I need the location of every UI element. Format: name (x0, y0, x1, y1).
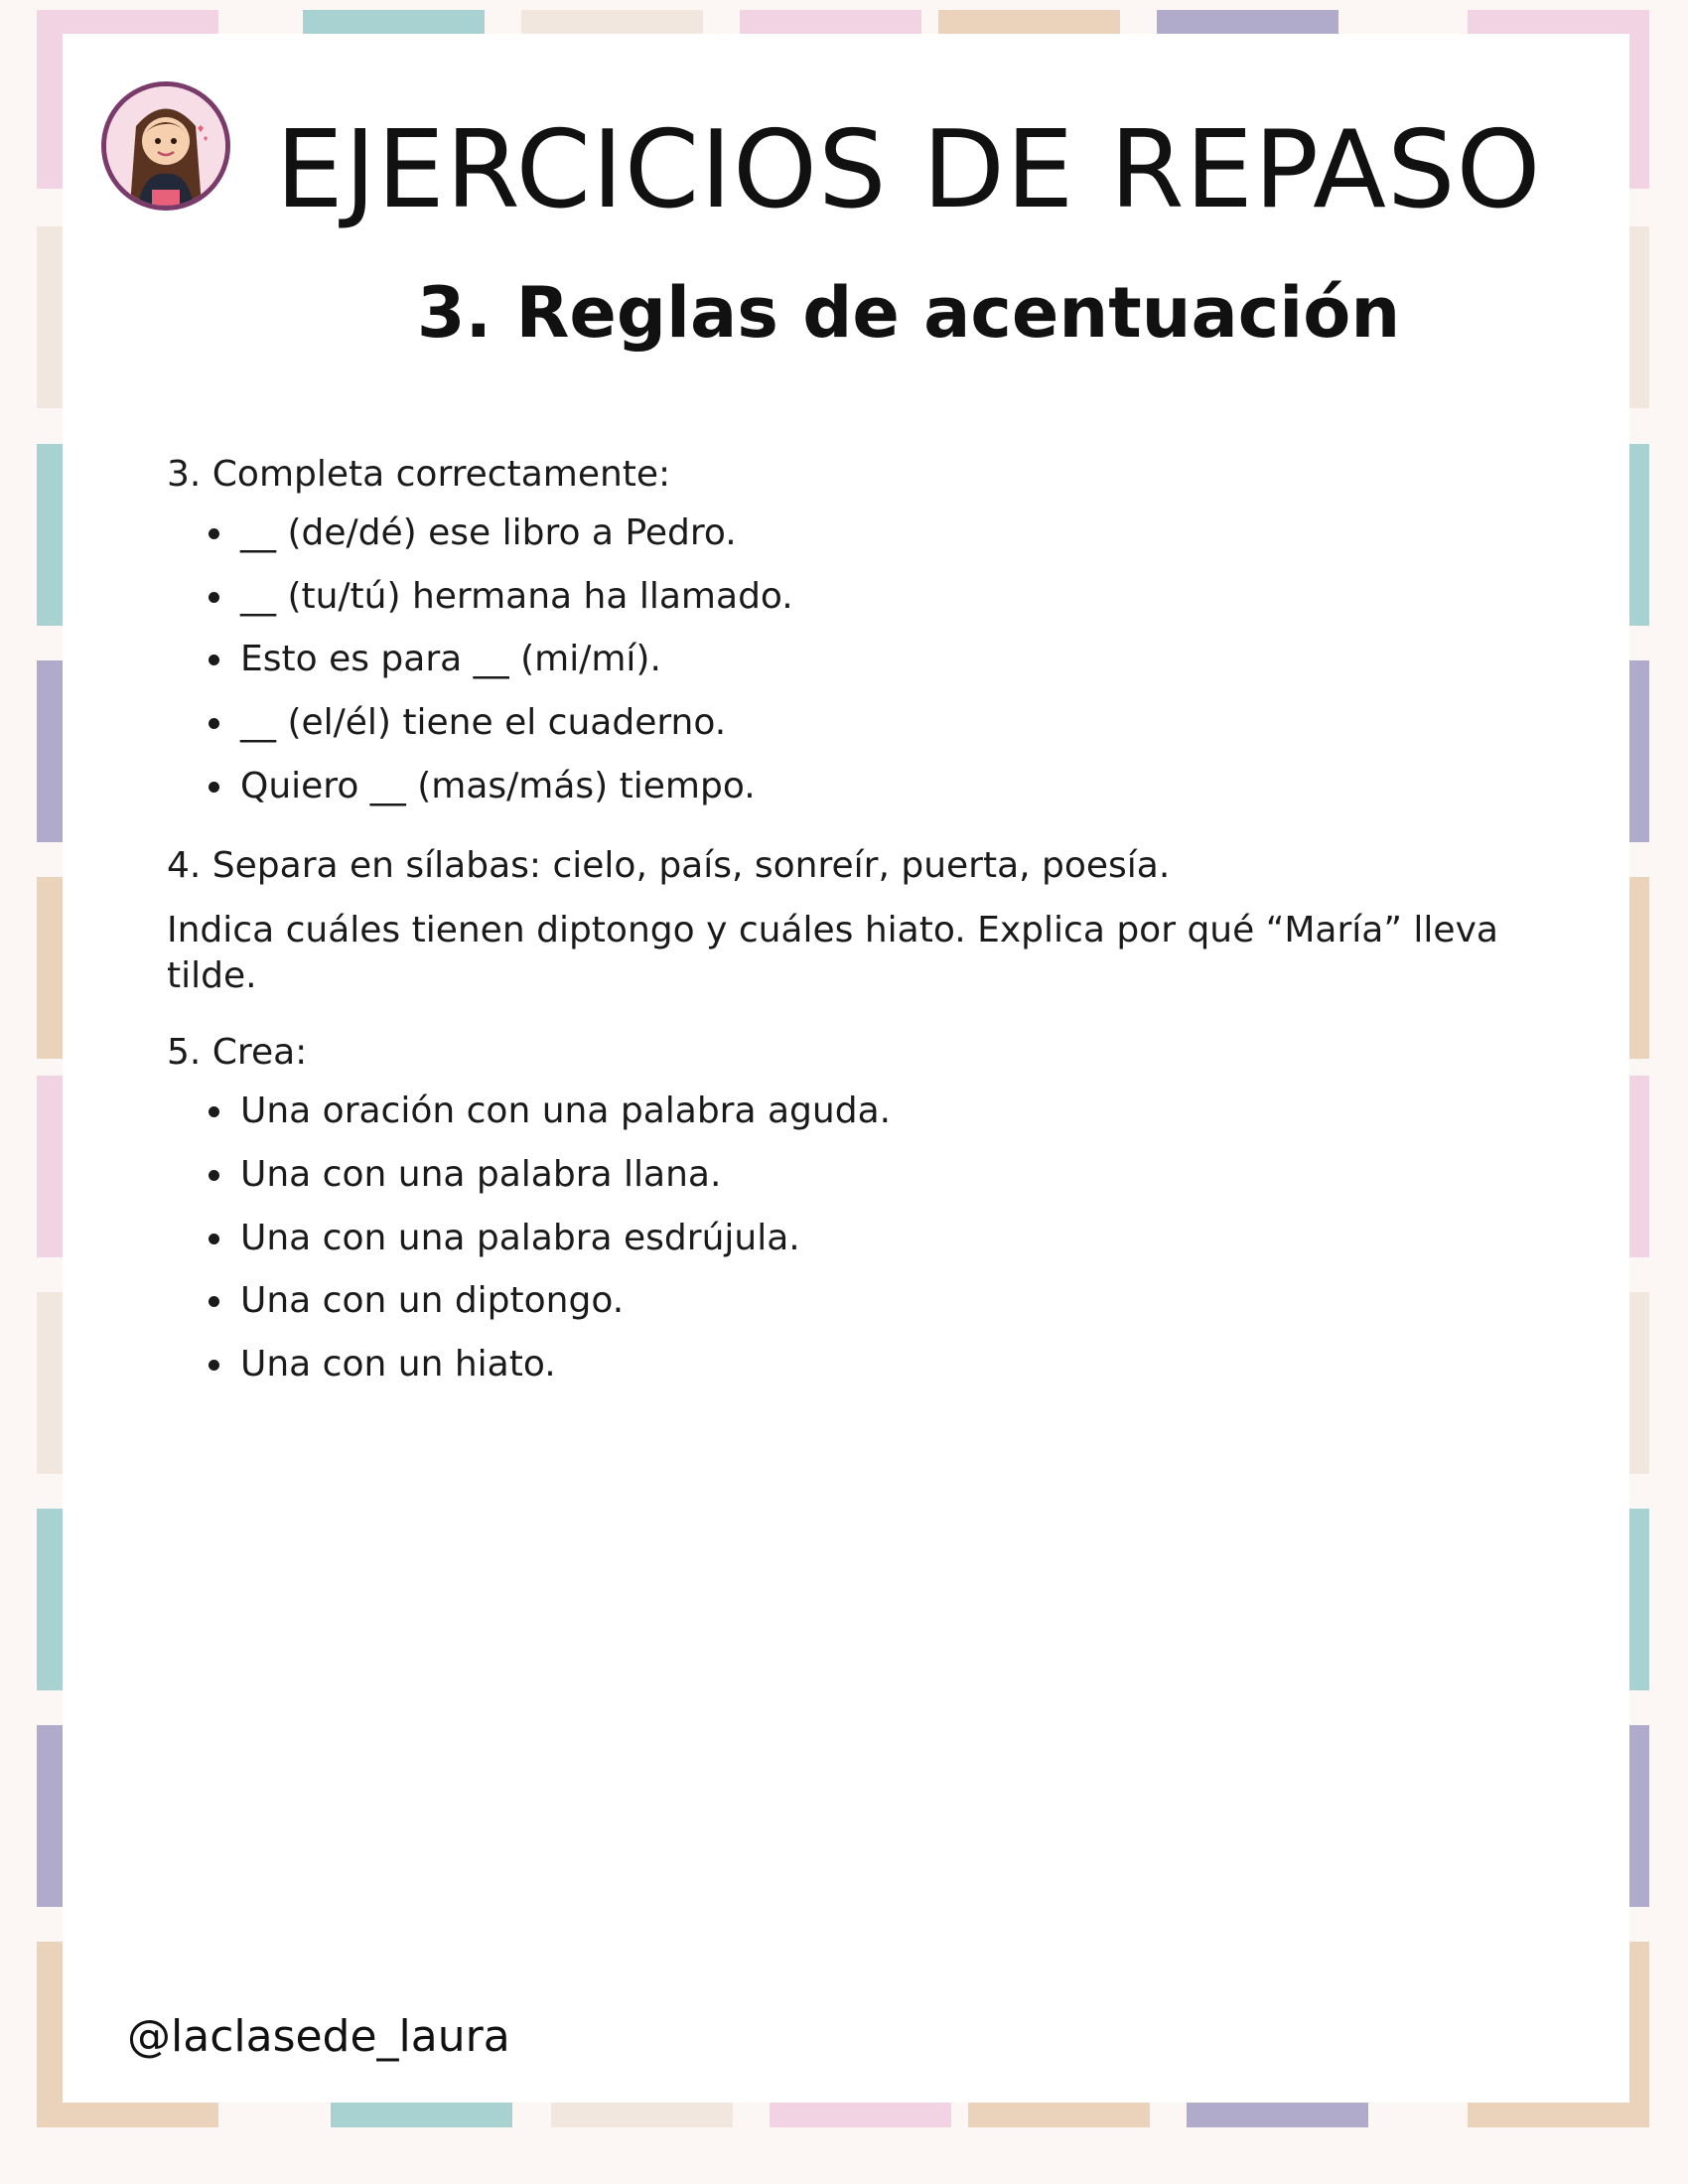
border-stripe (1157, 10, 1338, 35)
exercise-5-heading: 5. Crea: (167, 1032, 308, 1074)
page-title: EJERCICIOS DE REPASO (275, 108, 1542, 232)
exercise-3 (167, 452, 1557, 810)
list-item: • Una oración con una palabra aguda. (236, 1089, 1557, 1135)
border-stripe (37, 660, 63, 842)
border-stripe (1468, 2103, 1649, 2127)
list-item: • __ (el/él) tiene el cuaderno. (236, 700, 1557, 747)
list-item: • Una con un diptongo. (236, 1278, 1557, 1325)
border-stripe (1629, 660, 1649, 842)
border-stripe (551, 2103, 733, 2127)
border-stripe (1629, 1509, 1649, 1690)
border-stripe (37, 1509, 63, 1690)
border-stripe (37, 444, 63, 626)
exercise-4-line-1: 4. Separa en sílabas: cielo, país, sonreír, puerta, poesía. (167, 844, 1171, 886)
border-stripe (1629, 1942, 1649, 2127)
exercise-content (167, 452, 1557, 1405)
exercise-5 (167, 1030, 1557, 1388)
border-stripe (37, 1725, 63, 1907)
list-item: • Una con un hiato. (236, 1342, 1557, 1388)
border-stripe (968, 2103, 1150, 2127)
exercise-4 (167, 843, 1557, 1000)
list-item: • Una con una palabra esdrújula. (236, 1216, 1557, 1262)
border-stripe (1629, 1725, 1649, 1907)
border-stripe (1187, 2103, 1368, 2127)
exercise-4-line-2: Indica cuáles tienen diptongo y cuáles hiato. Explica por qué “María” lleva tilde. (167, 909, 1498, 997)
list-item: • __ (tu/tú) hermana ha llamado. (236, 574, 1557, 621)
border-stripe (37, 877, 63, 1059)
exercise-3-heading: 3. Completa correctamente: (167, 454, 671, 495)
border-stripe (521, 10, 703, 35)
exercise-5-list (167, 1089, 1557, 1388)
border-stripe (331, 2103, 512, 2127)
border-stripe (1629, 1076, 1649, 1257)
border-stripe (938, 10, 1120, 35)
page-subtitle: 3. Reglas de acentuación (416, 272, 1401, 354)
border-stripe (1468, 10, 1649, 35)
exercise-3-list (167, 510, 1557, 810)
border-stripe (303, 10, 485, 35)
list-item: • Esto es para __ (mi/mí). (236, 637, 1557, 683)
border-stripe (1629, 877, 1649, 1059)
border-stripe (1629, 444, 1649, 626)
list-item: • Una con una palabra llana. (236, 1152, 1557, 1199)
author-handle: @laclasede_laura (127, 2011, 510, 2062)
border-stripe (37, 1076, 63, 1257)
border-stripe (770, 2103, 951, 2127)
list-item: • Quiero __ (mas/más) tiempo. (236, 764, 1557, 810)
list-item: • __ (de/dé) ese libro a Pedro. (236, 510, 1557, 557)
border-stripe (37, 10, 218, 35)
border-stripe (37, 1942, 63, 2127)
border-stripe (1629, 1292, 1649, 1474)
border-stripe (37, 2103, 218, 2127)
border-stripe (740, 10, 921, 35)
border-stripe (37, 1292, 63, 1474)
